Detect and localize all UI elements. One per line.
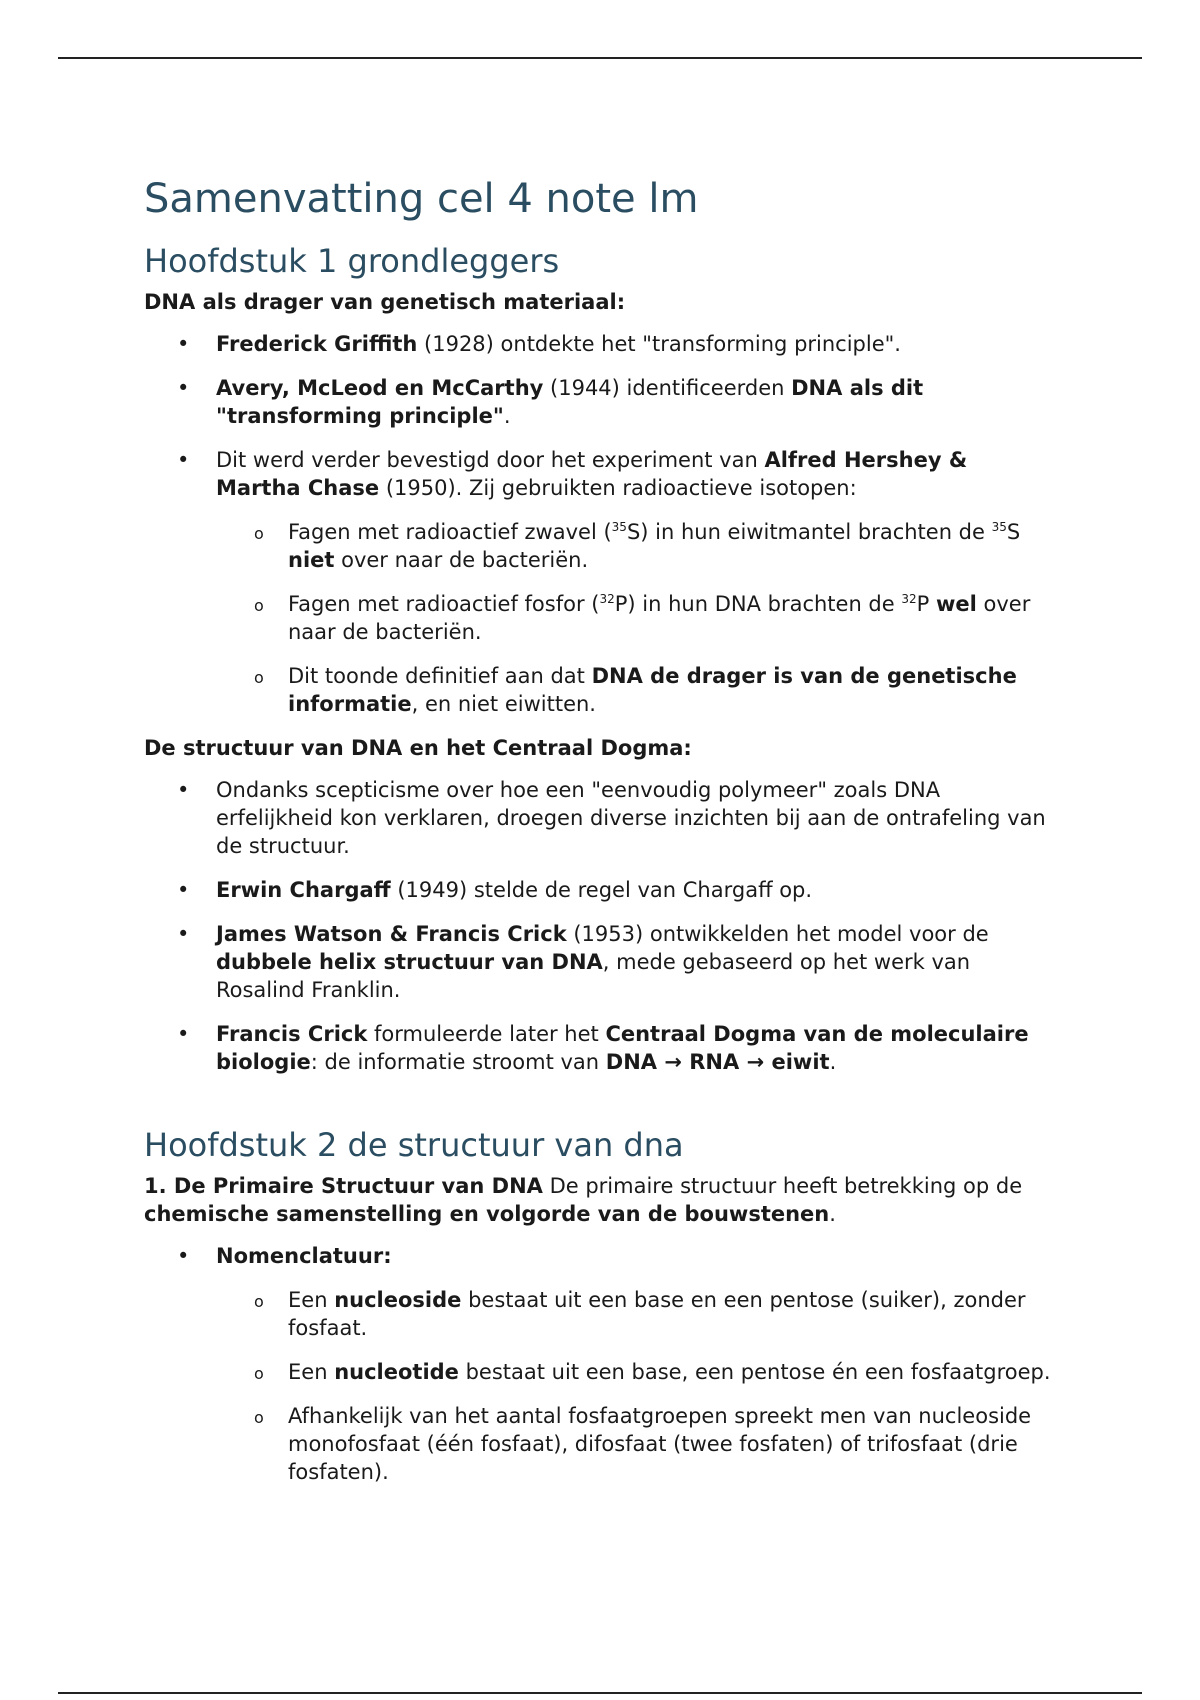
chapter-1-heading: Hoofdstuk 1 grondleggers <box>144 242 560 280</box>
hershey-sublist <box>216 518 1054 718</box>
list-item-scepticism: • Ondanks scepticisme over hoe een "eenvoudig polymeer" zoals DNA erfelijkheid kon verklaren, droegen diverse inzichten bij aan de ontrafeling van de structuur. <box>144 776 1054 860</box>
list-item-avery: • Avery, McLeod en McCarthy (1944) identificeerden DNA als dit "transforming principle". <box>144 374 1054 430</box>
structure-list <box>144 776 1054 1076</box>
nomenclature-list <box>144 1242 1054 1486</box>
header-rule <box>58 57 1142 59</box>
list-item-chargaff: • Erwin Chargaff (1949) stelde de regel van Chargaff op. <box>144 876 1054 904</box>
nomenclature-sublist <box>216 1286 1054 1486</box>
primary-structure-intro: 1. De Primaire Structuur van DNA De primaire structuur heeft betrekking op de chemische samenstelling en volgorde van de bouwstenen. <box>144 1174 1023 1226</box>
footer-rule <box>58 1692 1142 1694</box>
document-body <box>144 172 1054 1502</box>
document-title: Samenvatting cel 4 note lm <box>144 176 699 222</box>
section-heading-dna-carrier: DNA als drager van genetisch materiaal: <box>144 290 626 314</box>
list-item-hershey-chase: • Dit werd verder bevestigd door het experiment van Alfred Hershey & Martha Chase (1950). Zij gebruikten radioactieve isotopen: o Fagen met radioactief zwavel ($^{35}$S) in hun eiwitmantel brachten de $^{35}$S niet over naar de bacteriën. o Fagen met radioactief fosfor ($^{32}$P) in hun DNA brachten de $^{32}$P wel over naar de bacteriën. o Dit toonde definitief aan dat DNA de drager is van de genetische informatie, en niet eiwitten. <box>144 446 1054 718</box>
list-item-nomenclature: • Nomenclatuur: o Een nucleoside bestaat uit een base en een pentose (suiker), zonder fosfaat. o Een nucleotide bestaat uit een base, een pentose én een fosfaatgroep. o Afhankelijk van het aantal fosfaatgroepen spreekt men van nucleoside monofosfaat (één fosfaat), difosfaat (twee fosfaten) of trifosfaat (drie fosfaten). <box>144 1242 1054 1486</box>
list-item-central-dogma: • Francis Crick formuleerde later het Centraal Dogma van de moleculaire biologie: de informatie stroomt van DNA → RNA → eiwit. <box>144 1020 1054 1076</box>
sublist-item-nucleoside: o Een nucleoside bestaat uit een base en een pentose (suiker), zonder fosfaat. <box>216 1286 1054 1342</box>
list-item-griffith: • Frederick Griffith (1928) ontdekte het "transforming principle". <box>144 330 1054 358</box>
chapter-2-heading: Hoofdstuk 2 de structuur van dna <box>144 1126 684 1164</box>
section-heading-structure: De structuur van DNA en het Centraal Dogma: <box>144 736 692 760</box>
sublist-item-phosphate-count: o Afhankelijk van het aantal fosfaatgroepen spreekt men van nucleoside monofosfaat (één fosfaat), difosfaat (twee fosfaten) of trifosfaat (drie fosfaten). <box>216 1402 1054 1486</box>
list-item-watson-crick: • James Watson & Francis Crick (1953) ontwikkelden het model voor de dubbele helix structuur van DNA, mede gebaseerd op het werk van Rosalind Franklin. <box>144 920 1054 1004</box>
sublist-item-nucleotide: o Een nucleotide bestaat uit een base, een pentose én een fosfaatgroep. <box>216 1358 1054 1386</box>
dna-carrier-list <box>144 330 1054 718</box>
sublist-item-phosphorus: o Fagen met radioactief fosfor ($^{32}$P) in hun DNA brachten de $^{32}$P wel over naar de bacteriën. <box>216 590 1054 646</box>
sublist-item-sulfur: o Fagen met radioactief zwavel ($^{35}$S) in hun eiwitmantel brachten de $^{35}$S niet over naar de bacteriën. <box>216 518 1054 574</box>
sublist-item-conclusion: o Dit toonde definitief aan dat DNA de drager is van de genetische informatie, en niet eiwitten. <box>216 662 1054 718</box>
